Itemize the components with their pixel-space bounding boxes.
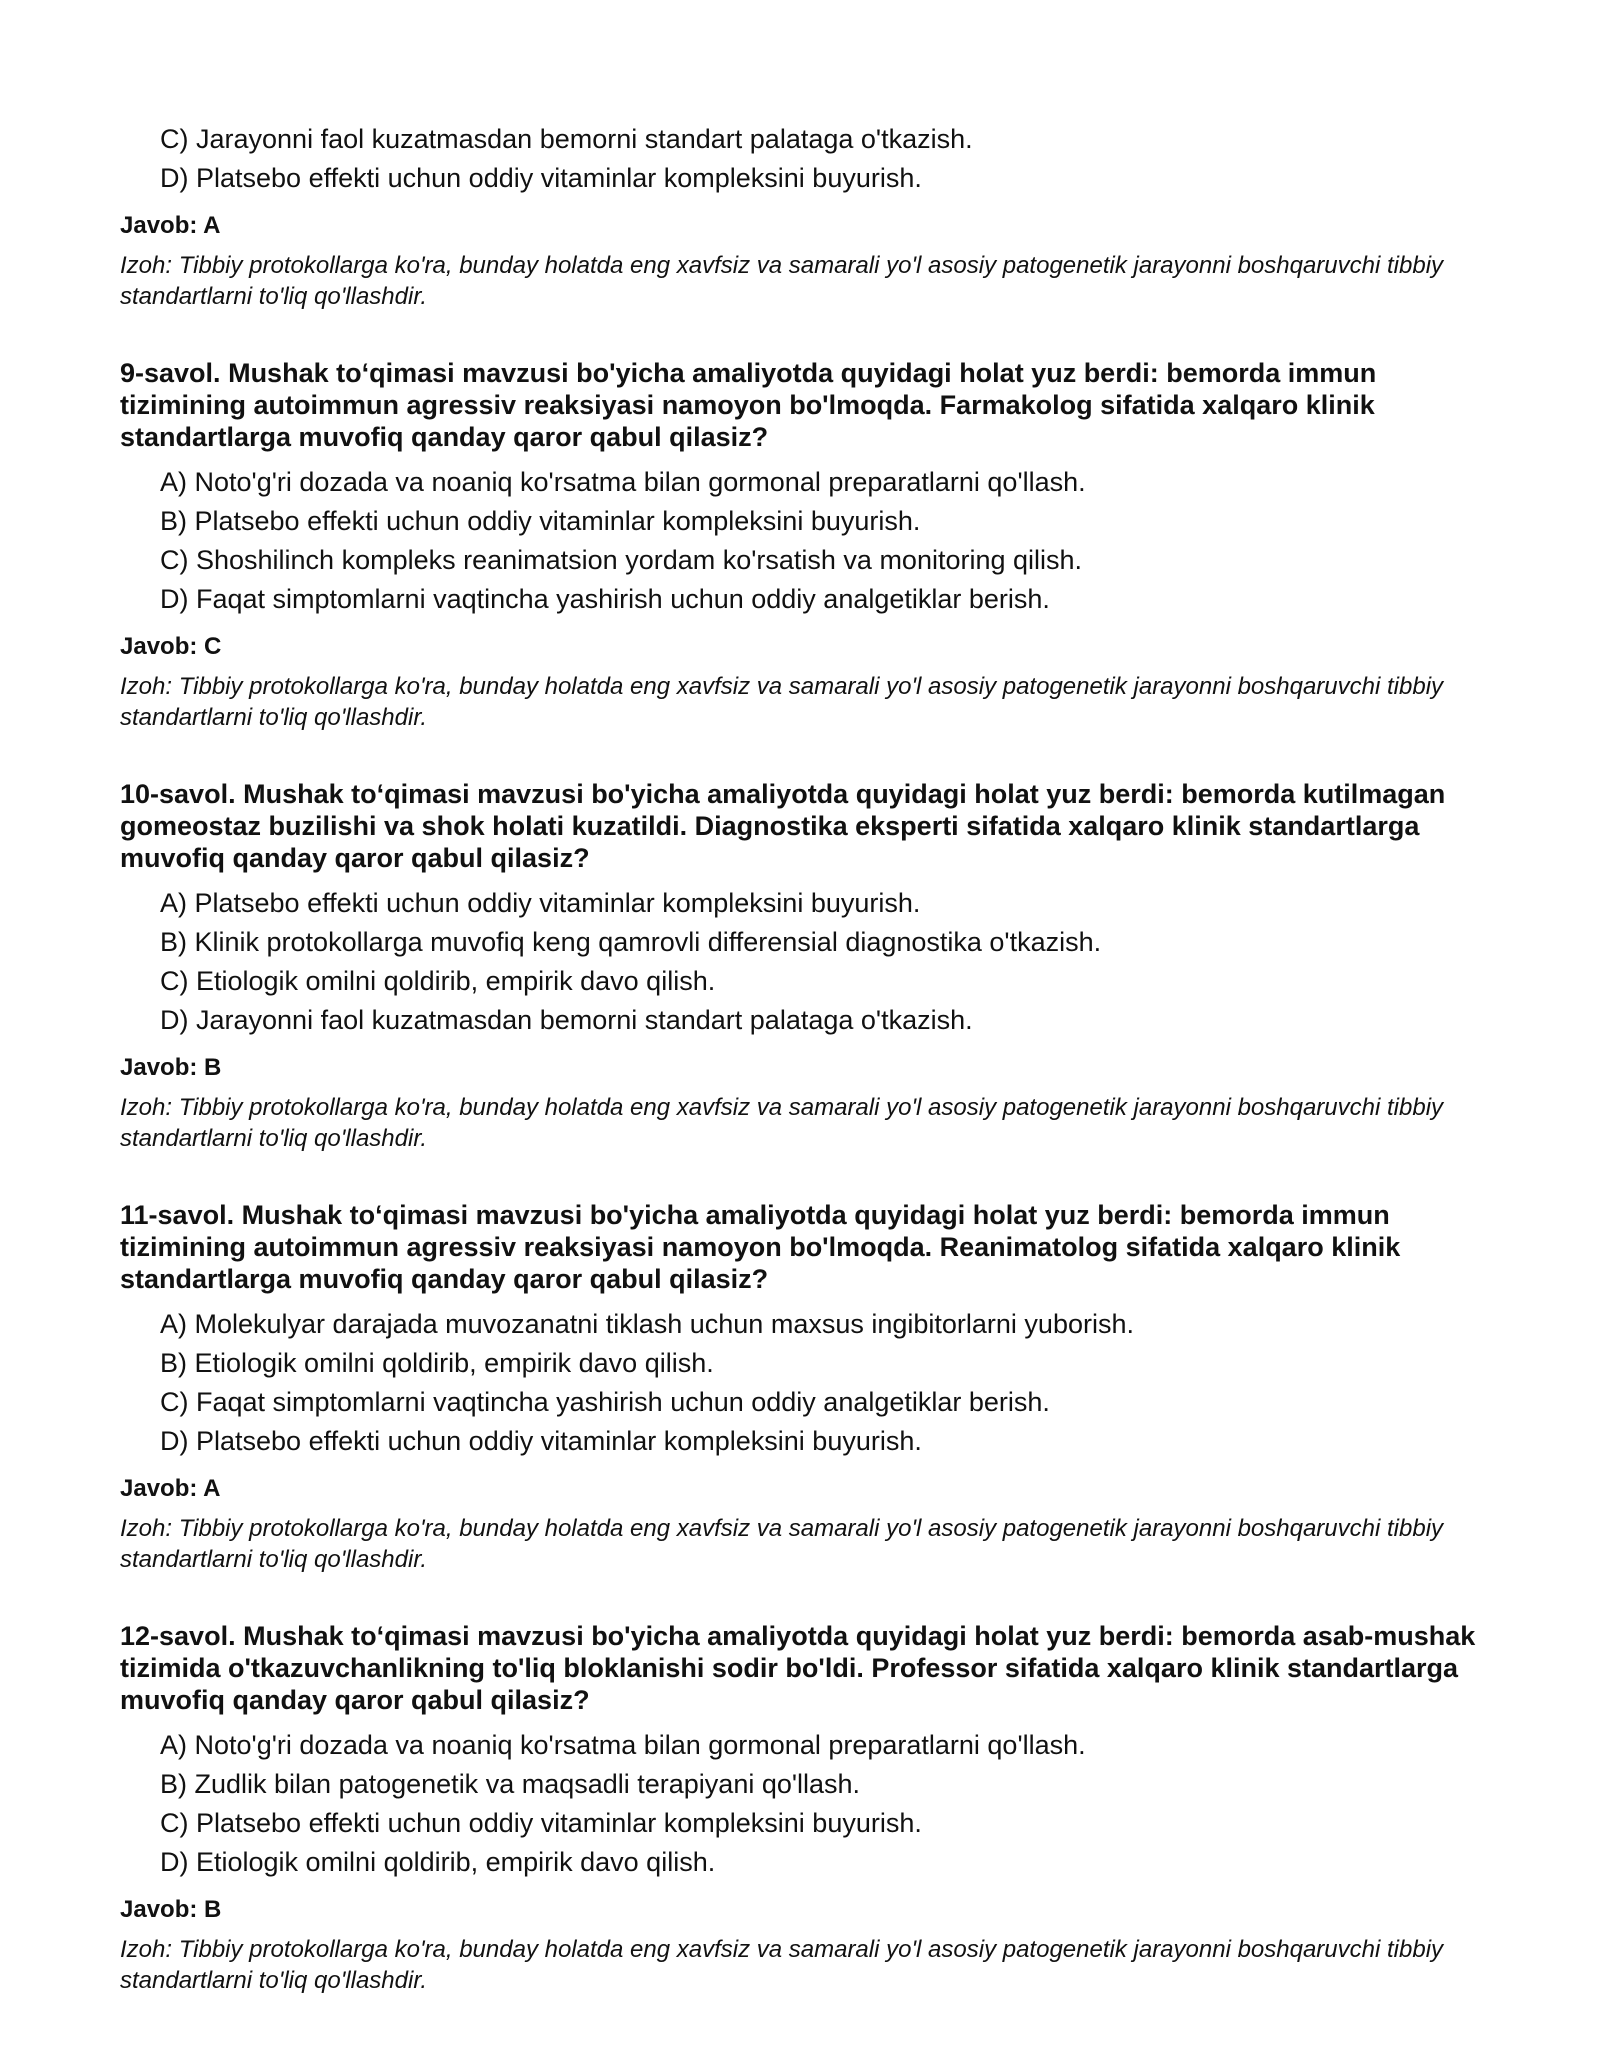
explanation-note: Izoh: Tibbiy protokollarga ko'ra, bunday holatda eng xavfsiz va samarali yo'l asosiy patogenetik jarayonni boshqaruvchi tibbiy standartlarni to'liq qo'llashdir.: [120, 1936, 1444, 1994]
question-body: Mushak to‘qimasi mavzusi bo'yicha amaliyotda quyidagi holat yuz berdi: bemorda immun tizimining autoimmun agressiv reaksiyasi namoyon bo'lmoqda. Farmakolog sifatida xalqaro klinik standartlarga muvofiq qanday qaror qabul qilasiz?: [120, 358, 1377, 452]
option-d: D) Jarayonni faol kuzatmasdan bemorni standart palataga o'tkazish.: [160, 1005, 973, 1035]
answer-label: Javob: B: [120, 1054, 222, 1081]
option-a: A) Noto'g'ri dozada va noaniq ko'rsatma bilan gormonal preparatlarni qo'llash.: [160, 1730, 1086, 1760]
option-list: [120, 463, 1490, 619]
answer-label: Javob: A: [120, 212, 221, 239]
option-d: D) Platsebo effekti uchun oddiy vitaminlar kompleksini buyurish.: [160, 163, 922, 193]
option-b: B) Zudlik bilan patogenetik va maqsadli terapiyani qo'llash.: [160, 1769, 861, 1799]
option-c: C) Etiologik omilni qoldirib, empirik davo qilish.: [160, 966, 716, 996]
option-a: A) Platsebo effekti uchun oddiy vitaminlar kompleksini buyurish.: [160, 888, 921, 918]
question-text: [120, 1199, 1490, 1295]
option-b: B) Etiologik omilni qoldirib, empirik davo qilish.: [160, 1348, 714, 1378]
question-text: [120, 357, 1490, 453]
option-c: C) Platsebo effekti uchun oddiy vitaminlar kompleksini buyurish.: [160, 1808, 922, 1838]
question-number: 11-savol.: [120, 1200, 235, 1230]
option-d: D) Etiologik omilni qoldirib, empirik davo qilish.: [160, 1847, 716, 1877]
question-block-11: [120, 1199, 1490, 1575]
option-a: A) Noto'g'ri dozada va noaniq ko'rsatma bilan gormonal preparatlarni qo'llash.: [160, 467, 1086, 497]
answer-label: Javob: B: [120, 1896, 222, 1923]
question-block-12: [120, 1620, 1490, 1996]
option-list: [120, 1726, 1490, 1882]
answer-label: Javob: C: [120, 633, 222, 660]
explanation-note: Izoh: Tibbiy protokollarga ko'ra, bunday holatda eng xavfsiz va samarali yo'l asosiy patogenetik jarayonni boshqaruvchi tibbiy standartlarni to'liq qo'llashdir.: [120, 1515, 1444, 1573]
question-text: [120, 1620, 1490, 1716]
question-block-10: [120, 778, 1490, 1154]
question-body: Mushak to‘qimasi mavzusi bo'yicha amaliyotda quyidagi holat yuz berdi: bemorda asab-mushak tizimida o'tkazuvchanlikning to'liq bloklanishi sodir bo'ldi. Professor sifatida xalqaro klinik standartlarga muvofiq qanday qaror qabul qilasiz?: [120, 1621, 1476, 1715]
option-b: B) Klinik protokollarga muvofiq keng qamrovli differensial diagnostika o'tkazish.: [160, 927, 1102, 957]
question-block-9: [120, 357, 1490, 733]
option-list: [120, 884, 1490, 1040]
question-body: Mushak to‘qimasi mavzusi bo'yicha amaliyotda quyidagi holat yuz berdi: bemorda immun tizimining autoimmun agressiv reaksiyasi namoyon bo'lmoqda. Reanimatolog sifatida xalqaro klinik standartlarga muvofiq qanday qaror qabul qilasiz?: [120, 1200, 1401, 1294]
option-c: C) Shoshilinch kompleks reanimatsion yordam ko'rsatish va monitoring qilish.: [160, 545, 1083, 575]
question-number: 9-savol.: [120, 358, 221, 388]
question-text: [120, 778, 1490, 874]
option-d: D) Faqat simptomlarni vaqtincha yashirish uchun oddiy analgetiklar berish.: [160, 584, 1050, 614]
explanation-note: Izoh: Tibbiy protokollarga ko'ra, bunday holatda eng xavfsiz va samarali yo'l asosiy patogenetik jarayonni boshqaruvchi tibbiy standartlarni to'liq qo'llashdir.: [120, 673, 1444, 731]
explanation-note: Izoh: Tibbiy protokollarga ko'ra, bunday holatda eng xavfsiz va samarali yo'l asosiy patogenetik jarayonni boshqaruvchi tibbiy standartlarni to'liq qo'llashdir.: [120, 1094, 1444, 1152]
option-b: B) Platsebo effekti uchun oddiy vitaminlar kompleksini buyurish.: [160, 506, 921, 536]
question-number: 10-savol.: [120, 779, 236, 809]
option-d: D) Platsebo effekti uchun oddiy vitaminlar kompleksini buyurish.: [160, 1426, 922, 1456]
question-block-partial: [120, 120, 1490, 312]
option-c: C) Jarayonni faol kuzatmasdan bemorni standart palataga o'tkazish.: [160, 124, 973, 154]
answer-label: Javob: A: [120, 1475, 221, 1502]
question-number: 12-savol.: [120, 1621, 236, 1651]
option-list: [120, 120, 1490, 198]
explanation-note: Izoh: Tibbiy protokollarga ko'ra, bunday holatda eng xavfsiz va samarali yo'l asosiy patogenetik jarayonni boshqaruvchi tibbiy standartlarni to'liq qo'llashdir.: [120, 252, 1444, 310]
option-a: A) Molekulyar darajada muvozanatni tiklash uchun maxsus ingibitorlarni yuborish.: [160, 1309, 1134, 1339]
question-body: Mushak to‘qimasi mavzusi bo'yicha amaliyotda quyidagi holat yuz berdi: bemorda kutilmagan gomeostaz buzilishi va shok holati kuzatildi. Diagnostika eksperti sifatida xalqaro klinik standartlarga muvofiq qanday qaror qabul qilasiz?: [120, 779, 1446, 873]
option-list: [120, 1305, 1490, 1461]
document-page: [120, 120, 1490, 1996]
option-c: C) Faqat simptomlarni vaqtincha yashirish uchun oddiy analgetiklar berish.: [160, 1387, 1050, 1417]
